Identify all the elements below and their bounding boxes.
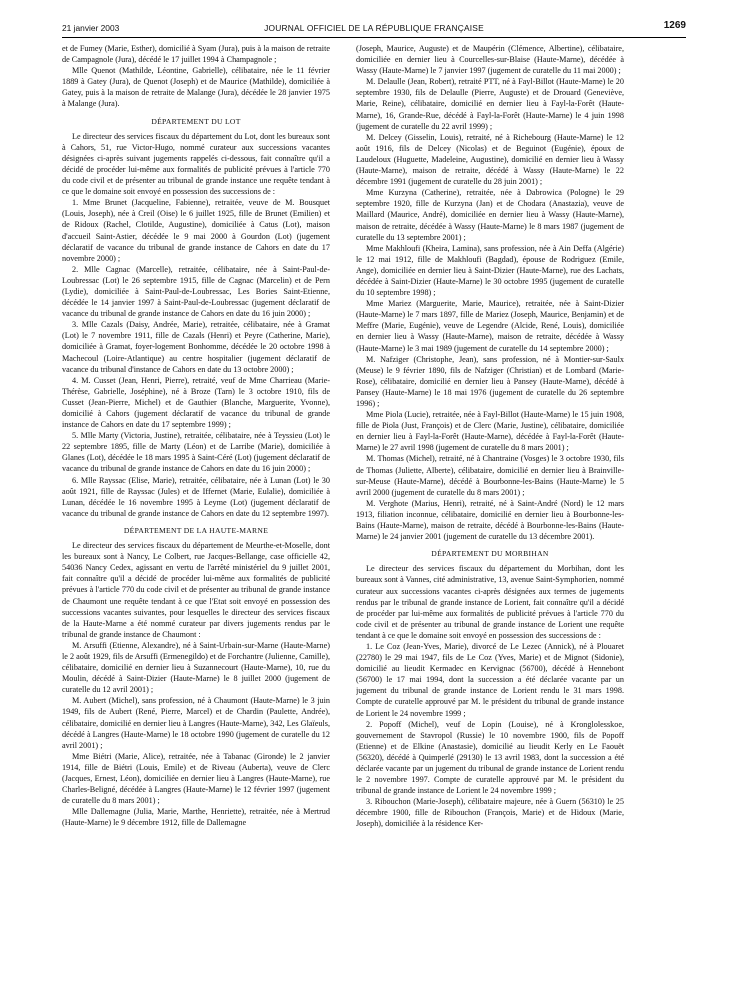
paragraph: 3. Mlle Cazals (Daisy, Andrée, Marie), retraitée, célibataire, née à Gramat (Lot) le 7 novembre 1911, fille de Cazals (Henri) et Peyre (Catherine, Marie), domiciliée à Gramat, foyer-logement Bonhomme, décédée le 20 octobre 1998 à Machecoul (Loire-Atlantique) au centre hospitalier (jugement déclaratif de vacance du tribunal d'instance de Cahors en date du 13 octobre 2000) ; xyxy=(62,320,330,374)
paragraph: M. Aubert (Michel), sans profession, né à Chaumont (Haute-Marne) le 3 juin 1949, fils de Aubert (René, Pierre, Marcel) et de Chardin (Paulette, Andrée), célibataire, domicilié en dernier lieu à Langres (Haute-Marne), 342, Les Glaïeuls, décédé à Langres (Haute-Marne) le 18 octobre 1990 (jugement de curatelle du 12 avril 2001) ; xyxy=(62,696,330,750)
paragraph: Le directeur des services fiscaux du département du Morbihan, dont les bureaux sont à Vannes, cité administrative, 13, avenue Saint-Symphorien, nommé curateur aux successions vacantes ci-après désignées aux termes de jugements rendus par le tribunal de grande instance de Lorient, fait connaître qu'il a décidé de procéder par lui-même aux formalités de publicité prévues à l'article 770 du code civil et de présenter au tribunal de grande instance de Lorient une requête tendant à ce que le domaine soit envoyé en possession des successions de : xyxy=(356,564,624,640)
section-heading: DÉPARTEMENT DU MORBIHAN xyxy=(431,549,549,559)
paragraph: 1. Le Coz (Jean-Yves, Marie), divorcé de Le Lezec (Annick), né à Plouaret (22780) le 29 mai 1947, fils de Le Coz (Yves, Marie) et de Mignot (Sidonie), domicilié au lieudit Kermadec en Kervignac (56700), décédé à Hennebont (56700) le 17 mai 1994, dont la succession a été déclarée vacante par un jugement du tribunal de grande instance de Lorient rendu le 31 mars 1998. Compte de curatelle approuvé par M. le président du tribunal de grande instance de Lorient le 24 novembre 1999 ; xyxy=(356,641,624,718)
right-column xyxy=(356,43,624,987)
section-heading: DÉPARTEMENT DU LOT xyxy=(151,116,241,126)
paragraph: 6. Mlle Rayssac (Elise, Marie), retraitée, célibataire, née à Lunan (Lot) le 30 août 1921, fille de Rayssac (Jules) et de Iffernet (Marie, Eulalie), domiciliée à Lunan, décédée le 16 novembre 1995 à Leyme (Lot) (jugement déclaratif de vacance du tribunal de grande instance de Cahors en date du 12 septembre 1997). xyxy=(62,475,330,518)
paragraph: 2. Popoff (Michel), veuf de Lopin (Louise), né à Kronglolesskoe, gouvernement de Stavropol (Russie) le 10 novembre 1900, fils de Popoff (Etienne) et de Elkine (Anastasie), domicilié au lieudit Kerly en Le Faouët (56320), décédé à Quimperlé (29130) le 13 avril 1983, dont la succession a été déclarée vacante par un jugement du tribunal de grande instance de Lorient rendu le 2 novembre 1997. Compte de curatelle approuvé par M. le président du tribunal de grande instance de Lorient le 24 novembre 1999 ; xyxy=(356,719,624,796)
page-header xyxy=(62,20,686,36)
paragraph: Le directeur des services fiscaux du département de Meurthe-et-Moselle, dont les bureaux sont à Nancy, Le Colbert, rue Jacques-Bellange, case officielle 42, 54036 Nancy Cedex, agissant en vertu de l'arrêté ministériel du 9 juillet 2001, fait connaître qu'il a décidé de procéder lui-même aux formalités de publicité prévues à l'article 770 du code civil et de présenter au tribunal de grande instance de Chaumont une requête tendant à ce que l'Etat soit envoyé en possession des successions vacantes suivantes, pour lesquelles le directeur des services fiscaux de la Haute-Marne a été nommé curateur par divers jugements rendus par le tribunal de grande instance de Chaumont : xyxy=(62,541,330,639)
paragraph: Le directeur des services fiscaux du département du Lot, dont les bureaux sont à Cahors, 51, rue Victor-Hugo, nommé curateur aux successions vacantes désignées ci-après suivant jugements rappelés ci-dessous, fait connaître qu'il a décidé de procéder lui-même aux formalités de publicité prévues à l'article 770 du code civil et de présenter au tribunal de grande instance une requête tendant à ce que le domaine soit envoyé en possession des successions de : xyxy=(62,131,330,197)
left-column xyxy=(62,43,330,987)
paragraph: et de Fumey (Marie, Esther), domicilié à Syam (Jura), puis à la maison de retraite de Campagnole (Jura), décédé le 17 juillet 1994 à Champagnole ; xyxy=(62,44,330,65)
paragraph: M. Delcey (Gisselin, Louis), retraité, né à Richebourg (Haute-Marne) le 12 août 1916, fils de Delcey (Nicolas) et de Beguinot (Eugénie), époux de Laudeloux (Huguette, Madeleine, Augustine), domicilié en dernier lieu à Wassy (Haute-Marne), maison de retraite, décédé à Wassy (Haute-Marne) le 22 décembre 1991 (jugement de curatelle du 28 juin 2001) ; xyxy=(356,132,624,187)
page-number: 1269 xyxy=(663,20,686,31)
paragraph: M. Thomas (Michel), retraité, né à Chantraine (Vosges) le 3 octobre 1930, fils de Thomas (Juliette, Alberte), célibataire, domicilié en dernier lieu à Brainville-sur-Meuse (Haute-Marne), décédé à Bourbonne-les-Bains (Haute-Marne) le 5 avril 2000 (jugement de curatelle du 8 mars 2001) ; xyxy=(356,454,624,497)
paragraph: 5. Mlle Marty (Victoria, Justine), retraitée, célibataire, née à Teyssieu (Lot) le 22 septembre 1895, fille de Marty (Léon) et de Larribe (Marie), domiciliée à Glanes (Lot), décédée le 18 mars 1995 à Saint-Céré (Lot) (jugement déclaratif de vacance du tribunal de grande instance de Cahors en date du 16 juin 2000) ; xyxy=(62,431,330,474)
paragraph: Mlle Dallemagne (Julia, Marie, Marthe, Henriette), retraitée, née à Mertrud (Haute-Marne) le 9 décembre 1912, fille de Dallemagne xyxy=(62,807,330,828)
paragraph: 3. Ribouchon (Marie-Joseph), célibataire majeure, née à Guern (56310) le 25 décembre 1900, fille de Ribouchon (François, Marie) et de Hidoux (Marie, Joseph), domiciliée à la résidence Ker- xyxy=(356,797,624,829)
paragraph: Mme Makhloufi (Kheira, Lamina), sans profession, née à Ain Deffa (Algérie) le 12 mai 1912, fille de Makhloufi (Bagdad), épouse de Rodriguez (Emile, Ange), domiciliée en dernier lieu à Saint-Dizier (Haute-Marne), rue des Lachats, décédée à Saint-Dizier (Haute-Marne) le 30 octobre 1995 (jugement de curatelle du 10 septembre 1998) ; xyxy=(356,243,624,298)
paragraph: (Joseph, Maurice, Auguste) et de Maupérin (Clémence, Albertine), célibataire, domiciliée en dernier lieu à Courcelles-sur-Blaise (Haute-Marne), décédée à Wassy (Haute-Marne) le 7 janvier 1997 (jugement de curatelle du 11 mai 2000) ; xyxy=(356,44,624,76)
paragraph: Mme Biétri (Marie, Alice), retraitée, née à Tabanac (Gironde) le 2 janvier 1914, fille de Biétri (Louis, Emile) et de Riveau (Auberta), veuve de Clerc (Jacques, Ernest, Léon), domiciliée en dernier lieu à Langres (Haute-Marne), rue Charles-Beligné, décédée à Langres (Haute-Marne) le 12 février 1997 (jugement de curatelle du 8 mars 2001) ; xyxy=(62,751,330,806)
paragraph: M. Arsuffi (Etienne, Alexandre), né à Saint-Urbain-sur-Marne (Haute-Marne) le 2 août 1929, fils de Arsuffi (Ermenegildo) et de Forchantre (Julienne, Camille), célibataire, domicilié en dernier lieu à Suzannecourt (Haute-Marne), 10, rue du Moulin, décédé à Saint-Dizier (Haute-Marne) le 8 juillet 2000 (jugement de curatelle du 12 avril 2001) ; xyxy=(62,640,330,695)
paragraph: Mme Mariez (Marguerite, Marie, Maurice), retraitée, née à Saint-Dizier (Haute-Marne) le 7 mars 1897, fille de Mariez (Joseph, Maurice, Benjamin) et de Meffre (Marie, Eugénie), veuve de Legendre (Alcide, René, Louis), domiciliée en dernier lieu à Wassy (Haute-Marne), maison de retraite, décédée à Wassy (Haute-Marne) le 3 mai 1989 (jugement de curatelle du 14 septembre 2000) ; xyxy=(356,299,624,353)
issue-date: 21 janvier 2003 xyxy=(62,23,120,33)
paragraph: Mlle Quenot (Mathilde, Léontine, Gabrielle), célibataire, née le 11 février 1889 à Gatey (Jura), de Quenot (Joseph) et de Maurice (Mathilde), domiciliée à Gatey, puis à la maison de retraite de Malange (Jura), décédée le 28 janvier 1975 à Malange (Jura). xyxy=(62,66,330,109)
paragraph: M. Nafziger (Christophe, Jean), sans profession, né à Montier-sur-Saulx (Meuse) le 9 février 1890, fils de Nafziger (Christian) et de Lombard (Marie-Rose), célibataire, domicilié en dernier lieu à Pansey (Haute-Marne), décédé à Pansey (Haute-Marne) le 18 mai 1976 (jugement de curatelle du 26 septembre 1996) ; xyxy=(356,354,624,408)
paragraph: 2. Mlle Cagnac (Marcelle), retraitée, célibataire, née à Saint-Paul-de-Loubressac (Lot) le 26 septembre 1915, fille de Cagnac (Marcelin) et de Pern (Lydie), domiciliée à Saint-Paul-de-Loubressac, Les Bories Saint-Etienne, décédée le 14 janvier 1997 à Saint-Paul-de-Loubressac (jugement déclaratif de vacance du tribunal de grande instance de Cahors en date du 16 juin 2000) ; xyxy=(62,264,330,319)
section-heading: DÉPARTEMENT DE LA HAUTE-MARNE xyxy=(123,525,269,535)
header-rule xyxy=(62,37,686,38)
paragraph: 4. M. Cusset (Jean, Henri, Pierre), retraité, veuf de Mme Charrieau (Marie-Thérèse, Gabrielle, Joséphine), né à Broze (Tarn) le 3 octobre 1910, fils de Cusset (Jean-Pierre, Michel) et de Gauthier (Blanche, Marguerite, Yvonne), domicilié à Cahors (jugement déclaratif de vacance du tribunal de grande instance de Cahors en date du 17 septembre 1999) ; xyxy=(62,375,330,430)
paragraph: M. Delaulle (Jean, Robert), retraité PTT, né à Fayl-Billot (Haute-Marne) le 20 septembre 1930, fils de Delaulle (Pierre, Auguste) et de Drouard (Geneviève, Marie, Reine), célibataire, domicilié en dernier lieu à Fayl-la-Forêt (Haute-Marne), 16, Grande-Rue, décédé à Fayl-la-Forêt (Haute-Marne) le 4 juin 1998 (jugement de curatelle du 22 avril 1999) ; xyxy=(356,77,624,131)
paragraph: Mme Piola (Lucie), retraitée, née à Fayl-Billot (Haute-Marne) le 15 juin 1908, fille de Piola (Just, François) et de Clerc (Marie, Justine), célibataire, domiciliée en dernier lieu à Fayl-la-Forêt (Haute-Marne), décédée à Fayl-la-Forêt (Haute-Marne) le 27 avril 1998 (jugement de curatelle du 8 mars 2001) ; xyxy=(356,410,624,453)
journal-title: JOURNAL OFFICIEL DE LA RÉPUBLIQUE FRANÇAISE xyxy=(264,23,484,33)
paragraph: Mme Kurzyna (Catherine), retraitée, née à Dabrowica (Pologne) le 29 septembre 1920, fille de Kurzyna (Jan) et de Chodara (Anastazia), veuve de Maillard (Maurice, André), domiciliée en dernier lieu à Wassy (Haute-Marne), maison de retraite, décédée à Wassy (Haute-Marne) le 8 mars 1987 (jugement de curatelle du 13 septembre 2001) ; xyxy=(356,188,624,242)
paragraph: M. Verghote (Marius, Henri), retraité, né à Saint-André (Nord) le 12 mars 1913, filiation inconnue, célibataire, domicilié en dernier lieu à Bourbonne-les-Bains (Haute-Marne), maison de retraite, décédé à Bourbonne-les-Bains (Haute-Marne) le 24 janvier 2001 (jugement de curatelle du 13 décembre 2001). xyxy=(356,498,624,542)
paragraph: 1. Mme Brunet (Jacqueline, Fabienne), retraitée, veuve de M. Bousquet (Louis, Joseph), née à Creil (Oise) le 6 juillet 1925, fille de Brunet (Emilien) et de Ridoux (Rachel, Clotilde, Augustine), domiciliée à Catus (Lot), maison d'accueil Saint-Astier, décédée le 9 mai 2000 à Gourdon (Lot) (jugement déclaratif de vacance du tribunal de grande instance de Cahors en date du 17 novembre 2000) ; xyxy=(62,198,330,263)
